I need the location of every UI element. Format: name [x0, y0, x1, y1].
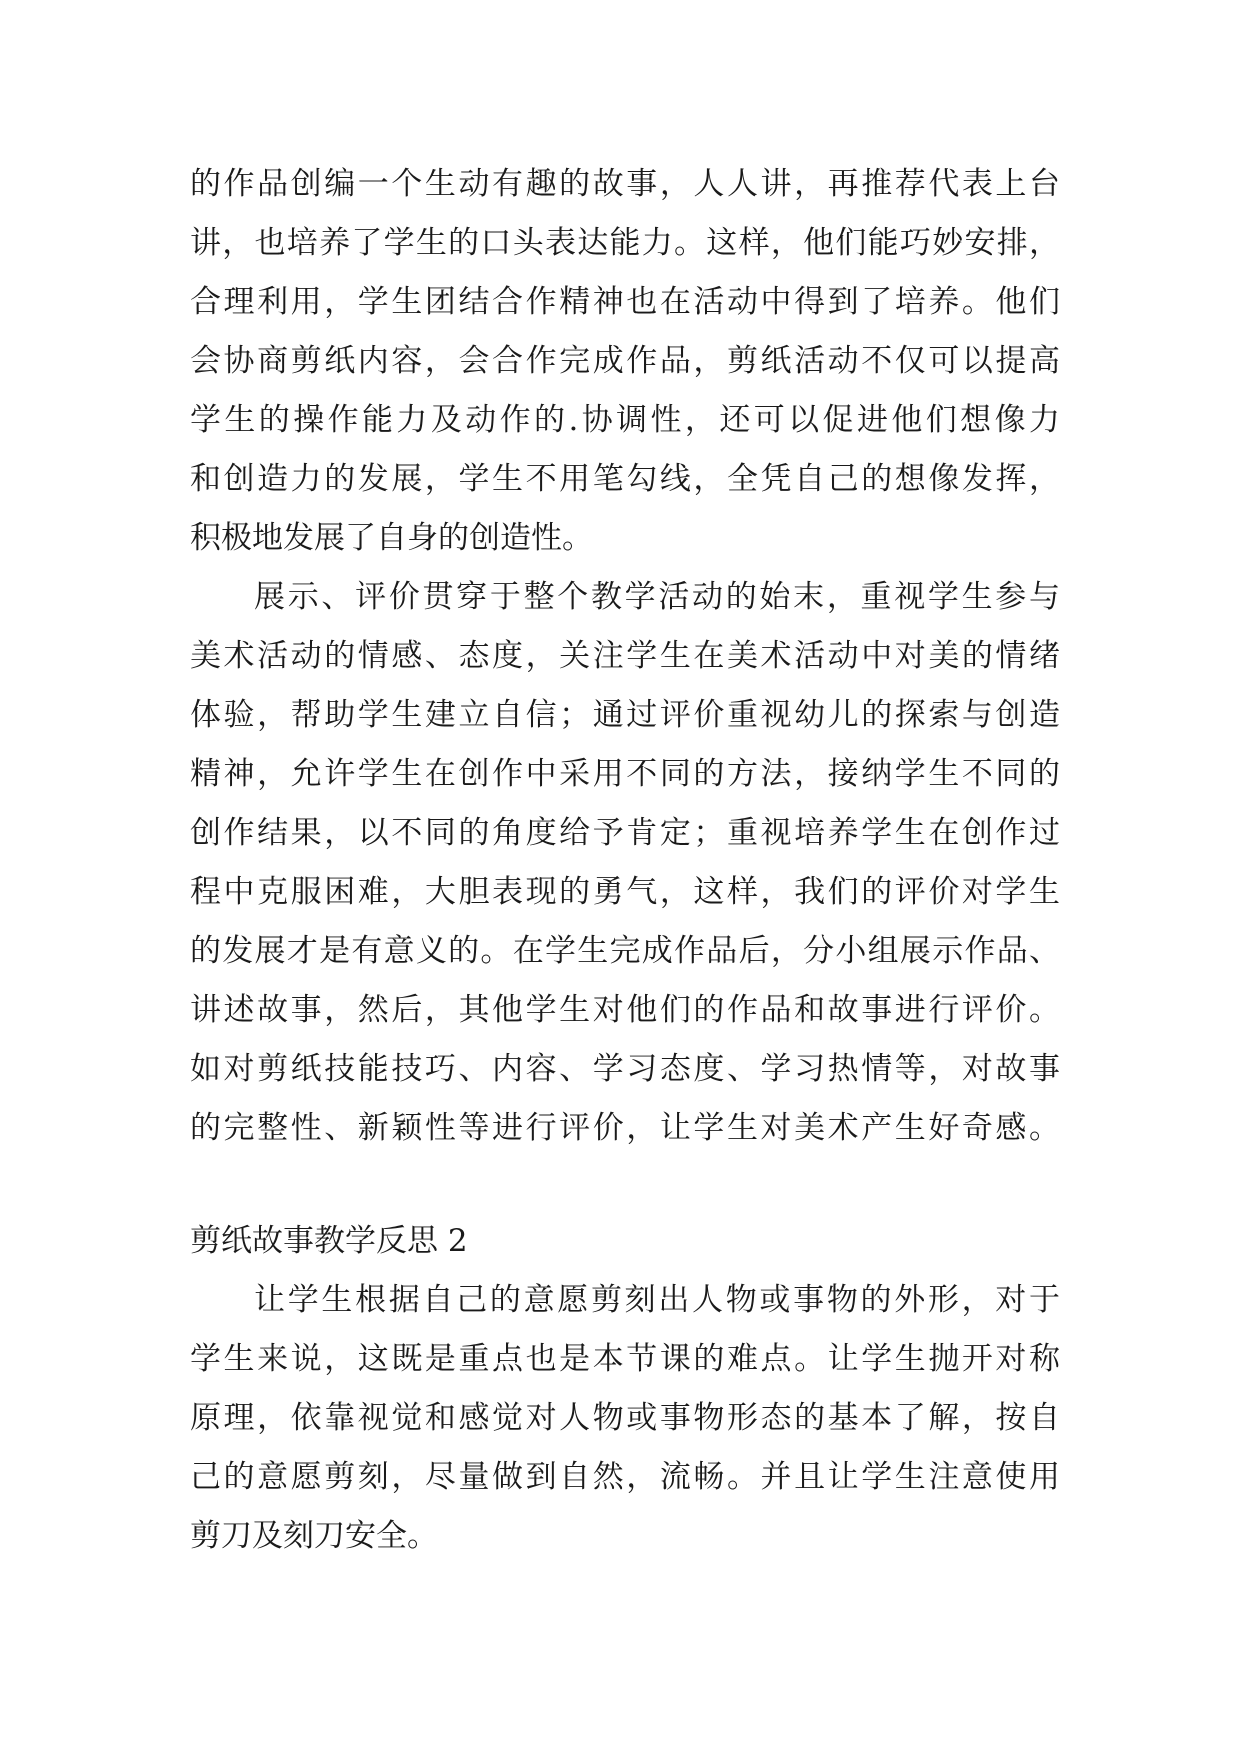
text-line: 会协商剪纸内容，会合作完成作品，剪纸活动不仅可以提高	[190, 343, 1060, 379]
document-page	[190, 155, 1060, 1566]
text-line: 的发展才是有意义的。在学生完成作品后，分小组展示作品、	[190, 933, 1060, 969]
text-line: 程中克服困难，大胆表现的勇气，这样，我们的评价对学生	[190, 874, 1060, 910]
text-line: 讲述故事，然后，其他学生对他们的作品和故事进行评价。	[190, 992, 1060, 1028]
text-line: 学生的操作能力及动作的.协调性，还可以促进他们想像力	[190, 402, 1060, 438]
text-line: 原理，依靠视觉和感觉对人物或事物形态的基本了解，按自	[190, 1400, 1060, 1436]
text-line: 如对剪纸技能技巧、内容、学习态度、学习热情等，对故事	[190, 1051, 1060, 1087]
text-line: 体验，帮助学生建立自信；通过评价重视幼儿的探索与创造	[190, 697, 1060, 733]
text-line: 美术活动的情感、态度，关注学生在美术活动中对美的情绪	[190, 638, 1060, 674]
text-line: 学生来说，这既是重点也是本节课的难点。让学生抛开对称	[190, 1341, 1060, 1377]
text-line: 己的意愿剪刻，尽量做到自然，流畅。并且让学生注意使用	[190, 1459, 1060, 1495]
text-line: 创作结果，以不同的角度给予肯定；重视培养学生在创作过	[190, 815, 1060, 851]
section-spacer	[190, 1158, 1060, 1212]
text-line: 合理利用，学生团结合作精神也在活动中得到了培养。他们	[190, 284, 1060, 320]
text-line: 精神，允许学生在创作中采用不同的方法，接纳学生不同的	[190, 756, 1060, 792]
text-line: 和创造力的发展，学生不用笔勾线，全凭自己的想像发挥，	[190, 461, 1060, 497]
section-title: 剪纸故事教学反思 2	[190, 1223, 468, 1259]
text-line: 积极地发展了自身的创造性。	[190, 520, 593, 556]
text-line: 讲，也培养了学生的口头表达能力。这样，他们能巧妙安排，	[190, 225, 1060, 261]
paragraph-reflection	[190, 1271, 1060, 1566]
paragraph-evaluation	[190, 568, 1060, 1158]
text-line: 剪刀及刻刀安全。	[190, 1518, 438, 1554]
text-line: 的完整性、新颖性等进行评价，让学生对美术产生好奇感。	[190, 1110, 1060, 1146]
text-line: 让学生根据自己的意愿剪刻出人物或事物的外形，对于	[254, 1282, 1060, 1318]
text-line: 展示、评价贯穿于整个教学活动的始末，重视学生参与	[254, 579, 1060, 615]
text-line: 的作品创编一个生动有趣的故事，人人讲，再推荐代表上台	[190, 166, 1060, 202]
paragraph-continuation	[190, 155, 1060, 568]
